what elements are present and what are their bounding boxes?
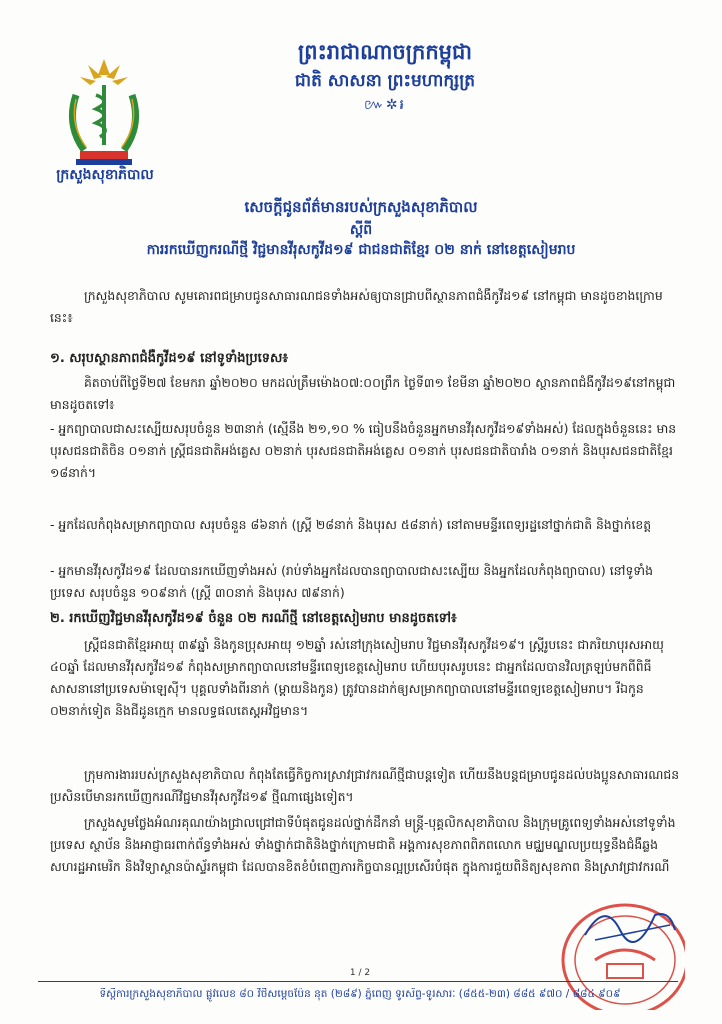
document-subtitle-about: ស្តីពី bbox=[349, 222, 373, 238]
document-title: សេចក្តីជូនព័ត៌មានរបស់ក្រសួងសុខាភិបាល bbox=[244, 198, 478, 216]
section2-heading: ២. រកឃើញវិជ្ជមានវីរុសកូវីដ១៩ ចំនួន ០២ ករណីថ្មី នៅខេត្តសៀមរាប មានដូចតទៅ៖ bbox=[50, 611, 457, 626]
intro-paragraph: ក្រសួងសុខាភិបាល សូមគោរពជម្រាបជូនសាធារណជនទាំងអស់ឲ្យបានជ្រាបពីស្ថានភាពជំងឺកូវីដ១៩ នៅកម្ពុជា មានដូចខាងក្រោមនេះ៖ bbox=[50, 288, 663, 325]
footer-address: ទីស្តីការក្រសួងសុខាភិបាល ផ្លូវលេខ ៨០ វិថីសម្តេចប៉ែន នុត (២៨៩) ភ្នំពេញ ទូរស័ព្ទ-ទូរសារៈ (៨៥៥-២៣) ៨៨៥ ៩៧០ / ៨៨៤ ៩០៩ bbox=[99, 988, 621, 1000]
ministry-name: ក្រសួងសុខាភិបាល bbox=[56, 167, 154, 183]
document-subject: ការរកឃើញករណីថ្មី វិជ្ជមានវីរុសកូវីដ១៩ ជាជនជាតិខ្មែរ ០២ នាក់ នៅខេត្តសៀមរាប bbox=[146, 242, 576, 258]
footer-divider bbox=[38, 981, 678, 982]
page-number: 1 / 2 bbox=[349, 968, 371, 978]
bullet-hospitalized: - អ្នកដែលកំពុងសម្រាកព្យាបាល សរុបចំនួន ៨៦នាក់ (ស្ត្រី ២៨នាក់ និងបុរស ៥៨នាក់) នៅតាមមន្ទីរពេទ្យរដ្ឋនៅថ្នាក់ជាតិ និងថ្នាក់ខេត្ត bbox=[50, 517, 652, 532]
section2-paragraph: ស្ត្រីជនជាតិខ្មែរអាយុ ៣៩ឆ្នាំ និងកូនប្រុសអាយុ ១២ឆ្នាំ រស់នៅក្រុងសៀមរាប វិជ្ជមានវីរុសកូវីដ១៩។ ស្ត្រីរូបនេះ ជាភរិយាបុរសអាយុ ៤០ឆ្នាំ ដែលមានវីរុសកូវីដ១៩ កំពុងសម្រាកព្យាបាលនៅមន្ទីរពេទ្យខេត្តសៀមរាប ហើយបុរសរូបនេះ ជាអ្នកដែលបានវិលត្រឡប់មកពីពិធីសាសនានៅប្រទេសម៉ាឡេស៊ី។ បុគ្គលទាំងពីរនាក់ (ម្តាយនិងកូន) ត្រូវបានដាក់ឲ្យសម្រាកព្យាបាលនៅមន្ទីរពេទ្យខេត្តសៀមរាប។ រីឯកូន ០២នាក់ទៀត និងជីដូនក្មេក មានលទ្ធផលតេស្តអវិជ្ជមាន។ bbox=[50, 637, 664, 718]
investigation-paragraph: ក្រុមការងាររបស់ក្រសួងសុខាភិបាល កំពុងតែធ្វើកិច្ចការស្រាវជ្រាវករណីថ្មីជាបន្តទៀត ហើយនឹងបន្តជម្រាបជូនដល់បងប្អូនសាធារណជន ប្រសិនបើមានរកឃើញករណីវិជ្ជមានវីរុសកូវីដ១៩ ថ្មីណាផ្សេងទៀត។ bbox=[50, 767, 680, 804]
gratitude-paragraph: ក្រសួងសូមថ្លែងអំណរគុណយ៉ាងជ្រាលជ្រៅជាទីបំផុតជូនដល់ថ្នាក់ដឹកនាំ មន្ត្រី-បុគ្គលិកសុខាភិបាល និងក្រុមគ្រូពេទ្យទាំងអស់នៅទូទាំងប្រទេស ស្ថាប័ន និងអាជ្ញាធរពាក់ព័ន្ធទាំងអស់ ទាំងថ្នាក់ជាតិនិងថ្នាក់ក្រោមជាតិ អង្គការសុខភាពពិភពលោក មជ្ឈមណ្ឌលប្រយុទ្ធនឹងជំងឺឆ្លងសហរដ្ឋអាមេរិក និងវិទ្យាស្ថានប៉ាស្ទ័រកម្ពុជា ដែលបានខិតខំបំពេញភារកិច្ចបានល្អប្រសើរបំផុត ក្នុងការជួយពិនិត្យសុខភាព និងស្រាវជ្រាវករណី bbox=[50, 815, 676, 874]
signature-icon bbox=[575, 895, 685, 955]
ministry-logo-icon bbox=[58, 55, 150, 170]
section1-lead: គិតចាប់ពីថ្ងៃទី២៧ ខែមករា ឆ្នាំ២០២០ មកដល់ត្រឹមម៉ោង០៧:០០ព្រឹក ថ្ងៃទី៣១ ខែមីនា ឆ្នាំ២០២០ ស្ថានភាពជំងឺកូវីដ១៩នៅកម្ពុជា មានដូចតទៅ៖ bbox=[50, 375, 676, 412]
kingdom-title: ព្រះរាជាណាចក្រកម្ពុជា bbox=[297, 40, 472, 64]
bullet-recovered: - អ្នកព្យាបាលជាសះស្បើយសរុបចំនួន ២៣នាក់ (ស្មើនឹង ២១,១០ % ធៀបនឹងចំនួនអ្នកមានវីរុសកូវីដ១៩ទាំងអស់) ដែលក្នុងចំនួននេះ មានបុរសជនជាតិចិន ០១នាក់ ស្ត្រីជនជាតិអង់គ្លេស ០២នាក់ បុរសជនជាតិអង់គ្លេស ០១នាក់ បុរសជនជាតិបារាំង ០១នាក់ និងបុរសជនជាតិខ្មែរ ១៨នាក់។ bbox=[50, 421, 677, 480]
header-ornament: ៚✲៛ bbox=[364, 97, 406, 113]
bullet-total-cases: - អ្នកមានវីរុសកូវីដ១៩ ដែលបានរកឃើញទាំងអស់ (រាប់ទាំងអ្នកដែលបានព្យាបាលជាសះស្បើយ និងអ្នកដែលកំពុងព្យាបាល) នៅទូទាំងប្រទេស សរុបចំនួន ១០៩នាក់ (ស្ត្រី ៣០នាក់ និងបុរស ៧៩នាក់) bbox=[50, 563, 653, 600]
national-motto: ជាតិ សាសនា ព្រះមហាក្សត្រ bbox=[294, 71, 476, 91]
section1-heading: ១. សរុបស្ថានភាពជំងឺកូវីដ១៩ នៅទូទាំងប្រទេស៖ bbox=[50, 351, 289, 366]
